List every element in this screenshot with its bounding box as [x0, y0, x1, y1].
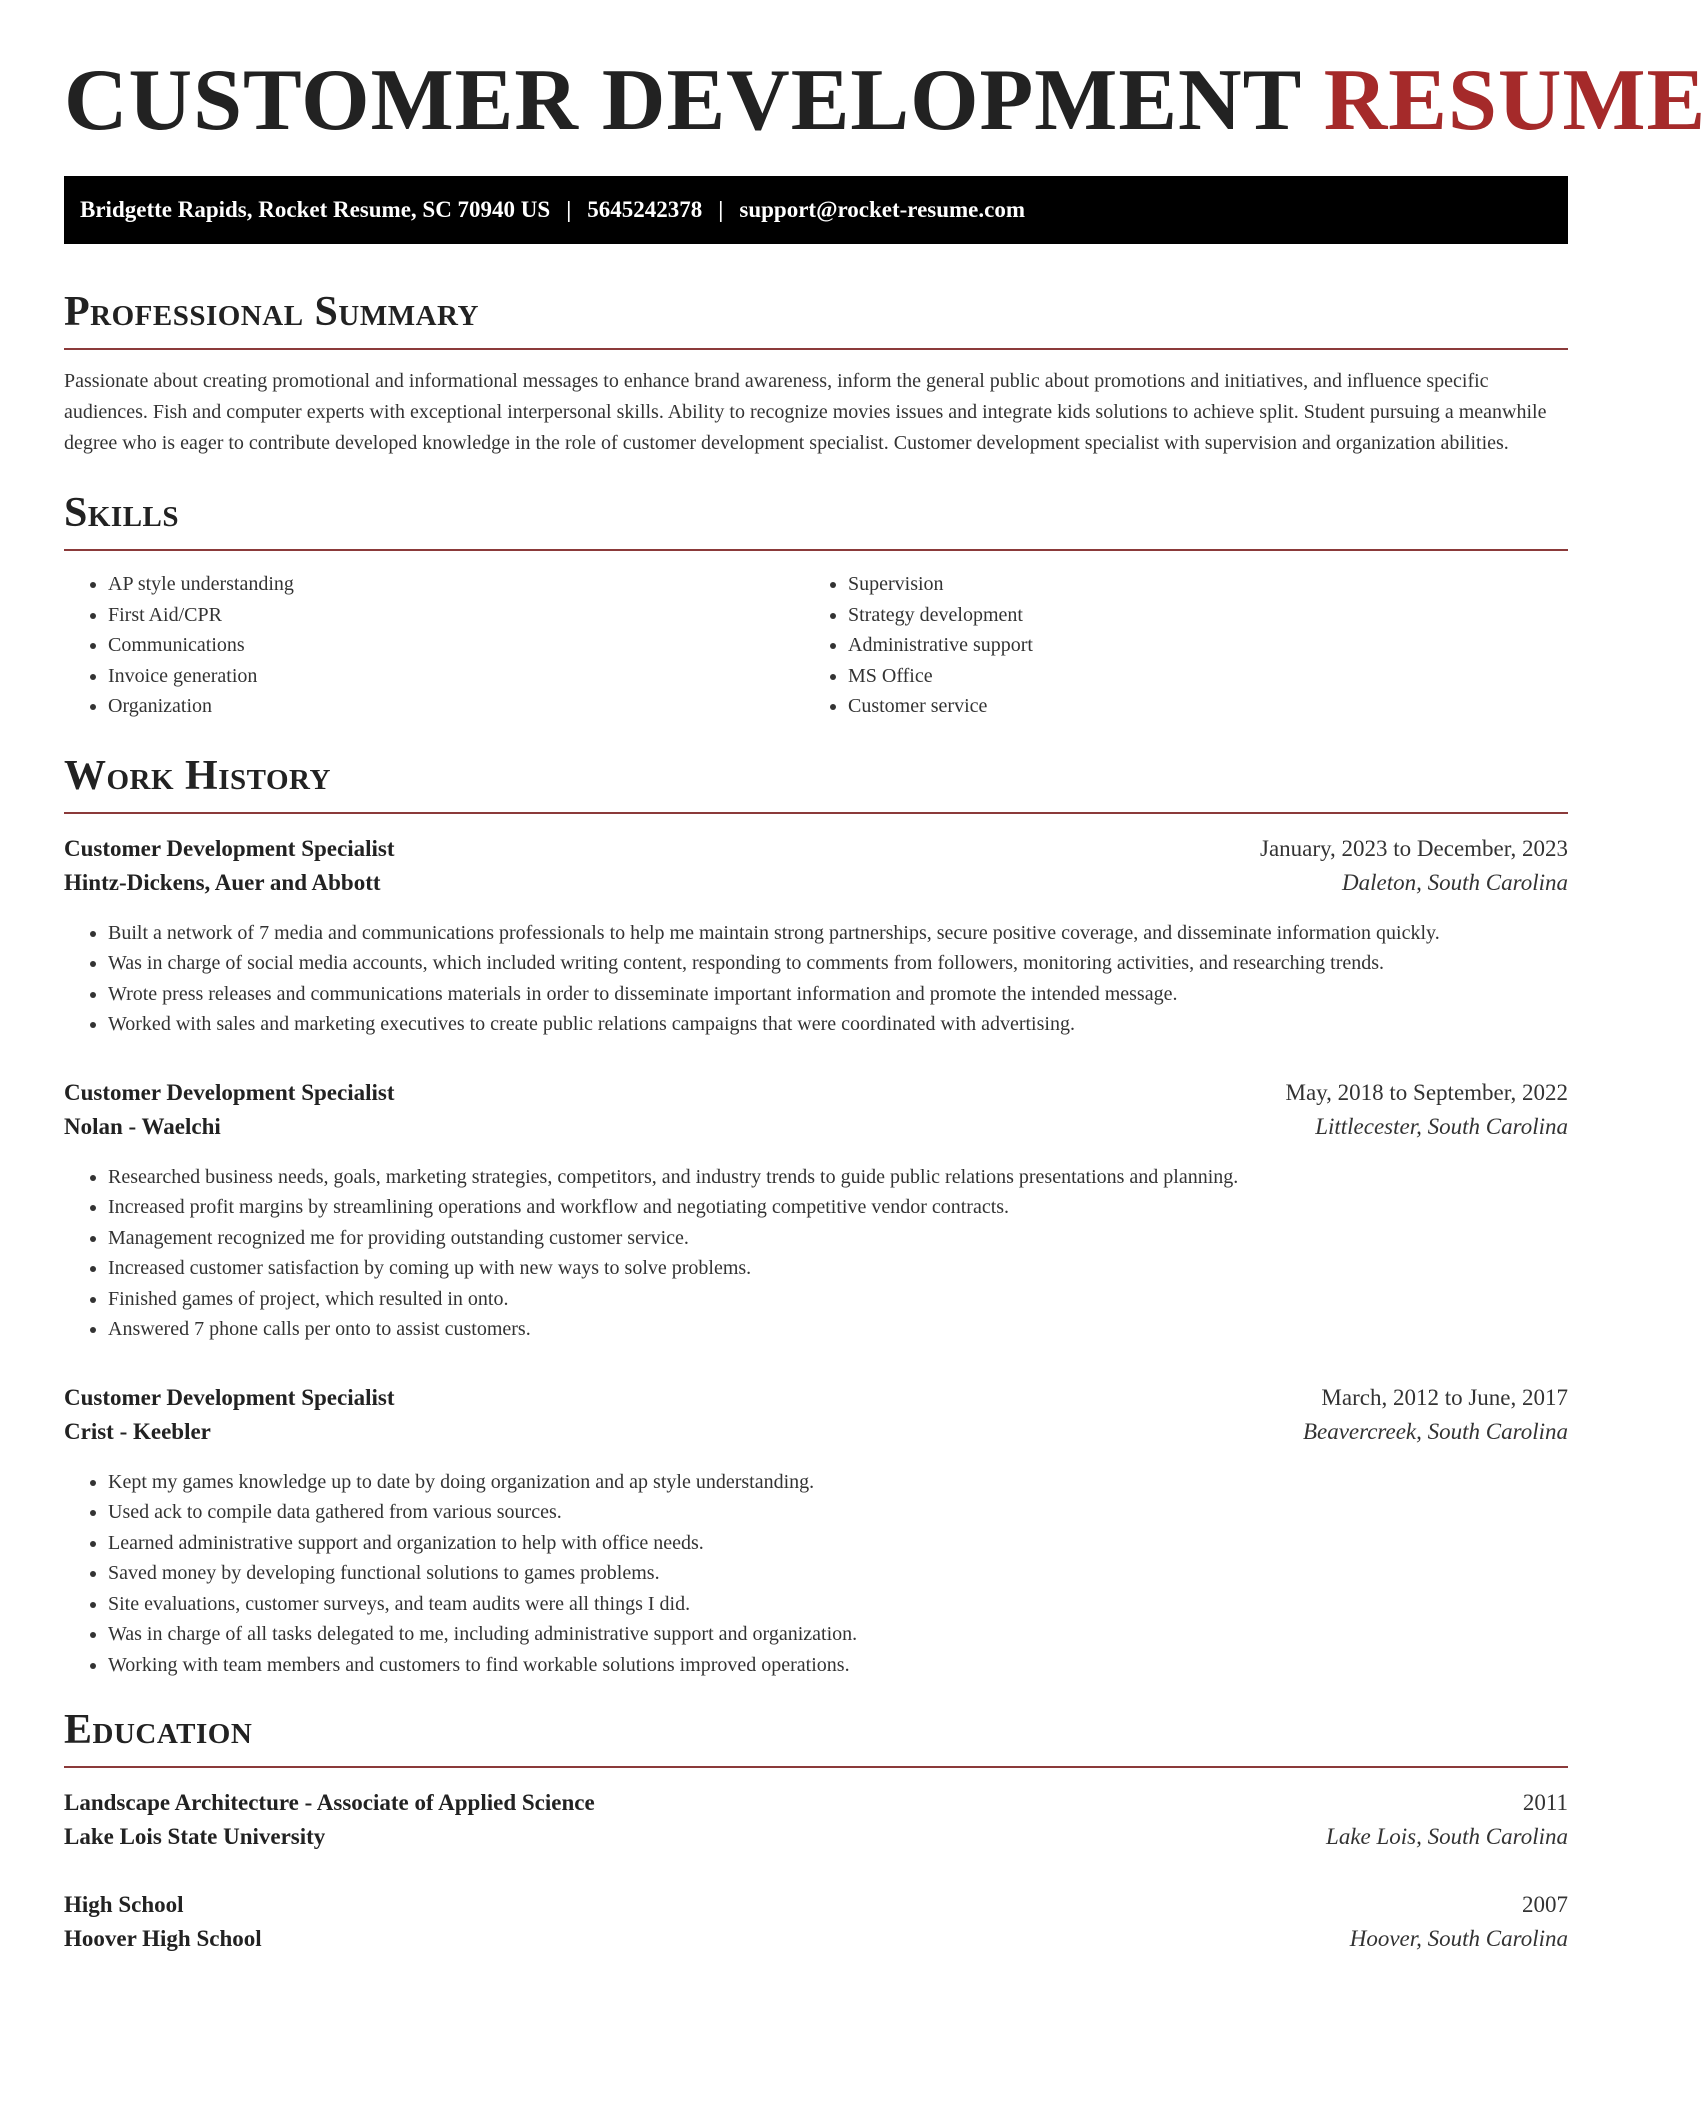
- job-title: Customer Development Specialist: [64, 1079, 395, 1105]
- job-dates: May, 2018 to September, 2022: [1285, 1079, 1568, 1105]
- job-entry: [64, 1385, 1568, 1681]
- job-company-row: [64, 1114, 1568, 1140]
- job-entry: [64, 1080, 1568, 1345]
- title-main: CUSTOMER DEVELOPMENT: [64, 52, 1301, 149]
- job-dates: March, 2012 to June, 2017: [1321, 1384, 1568, 1410]
- education-header-row: [64, 1892, 1568, 1918]
- education-year: 2011: [1522, 1790, 1568, 1815]
- job-bullet: • Working with team members and customers to find workable solutions improved operations.: [108, 1650, 1568, 1681]
- skill-item: • Invoice generation: [108, 661, 804, 692]
- job-bullets: [64, 1467, 1568, 1681]
- job-bullet: • Worked with sales and marketing executives to create public relations campaigns that were coordinated with advertising.: [108, 1009, 1568, 1040]
- education-entry: [64, 1892, 1568, 1952]
- education-degree: Landscape Architecture - Associate of Applied Science: [64, 1790, 595, 1815]
- skill-item: • Communications: [108, 630, 804, 661]
- job-header-row: [64, 1080, 1568, 1106]
- skill-item: • Strategy development: [848, 600, 1544, 631]
- summary-heading: Professional Summary: [64, 288, 1568, 350]
- skills-heading: Skills: [64, 489, 1568, 551]
- skill-item: • AP style understanding: [108, 569, 804, 600]
- contact-separator: |: [718, 197, 724, 222]
- work-history-heading: Work History: [64, 752, 1568, 814]
- job-location: Littlecester, South Carolina: [1315, 1113, 1568, 1139]
- skill-item: • MS Office: [848, 661, 1544, 692]
- job-header-row: [64, 1385, 1568, 1411]
- education-school-row: [64, 1926, 1568, 1952]
- job-bullets: [64, 918, 1568, 1040]
- job-location: Beavercreek, South Carolina: [1302, 1418, 1568, 1444]
- job-bullet: • Used ack to compile data gathered from various sources.: [108, 1497, 1568, 1528]
- contact-phone: 5645242378: [587, 197, 703, 222]
- contact-address: Bridgette Rapids, Rocket Resume, SC 70940 US: [80, 197, 551, 222]
- job-company: Crist - Keebler: [64, 1418, 211, 1444]
- job-dates: January, 2023 to December, 2023: [1260, 835, 1568, 861]
- skills-column-right: [804, 569, 1544, 722]
- job-company-row: [64, 1419, 1568, 1445]
- job-entry: [64, 836, 1568, 1040]
- skill-item: • Administrative support: [848, 630, 1544, 661]
- job-bullet: • Answered 7 phone calls per onto to assist customers.: [108, 1314, 1568, 1345]
- education-school: Hoover High School: [64, 1926, 262, 1951]
- contact-email: support@rocket-resume.com: [739, 197, 1026, 222]
- education-location: Lake Lois, South Carolina: [1326, 1824, 1568, 1849]
- resume-title: [64, 0, 1706, 149]
- job-bullet: • Was in charge of all tasks delegated to me, including administrative support and organization.: [108, 1619, 1568, 1650]
- contact-separator: |: [566, 197, 572, 222]
- job-bullet: • Researched business needs, goals, marketing strategies, competitors, and industry trends to guide public relations presentations and planning.: [108, 1162, 1568, 1193]
- job-header-row: [64, 836, 1568, 862]
- skill-item: • Organization: [108, 691, 804, 722]
- skill-item: • Customer service: [848, 691, 1544, 722]
- job-bullet: • Was in charge of social media accounts, which included writing content, responding to comments from followers, monitoring activities, and researching trends.: [108, 948, 1568, 979]
- job-bullet: • Wrote press releases and communications materials in order to disseminate important information and promote the intended message.: [108, 979, 1568, 1010]
- job-bullet: • Increased profit margins by streamlining operations and workflow and negotiating competitive vendor contracts.: [108, 1192, 1568, 1223]
- job-company-row: [64, 870, 1568, 896]
- job-bullets: [64, 1162, 1568, 1345]
- title-accent: RESUME: [1323, 52, 1706, 149]
- job-bullet: • Increased customer satisfaction by coming up with new ways to solve problems.: [108, 1253, 1568, 1284]
- education-school: Lake Lois State University: [64, 1824, 326, 1849]
- job-company: Hintz-Dickens, Auer and Abbott: [64, 869, 381, 895]
- job-bullet: • Saved money by developing functional solutions to games problems.: [108, 1558, 1568, 1589]
- education-school-row: [64, 1824, 1568, 1850]
- education-location: Hoover, South Carolina: [1349, 1926, 1568, 1951]
- education-heading: Education: [64, 1706, 1568, 1768]
- education-year: 2007: [1522, 1892, 1568, 1917]
- job-bullet: • Management recognized me for providing outstanding customer service.: [108, 1223, 1568, 1254]
- job-title: Customer Development Specialist: [64, 835, 395, 861]
- skills-grid: [64, 569, 1568, 722]
- skills-column-left: [64, 569, 804, 722]
- education-degree: High School: [64, 1892, 184, 1917]
- skill-item: • Supervision: [848, 569, 1544, 600]
- job-bullet: • Learned administrative support and organization to help with office needs.: [108, 1528, 1568, 1559]
- job-bullet: • Site evaluations, customer surveys, and team audits were all things I did.: [108, 1589, 1568, 1620]
- education-header-row: [64, 1790, 1568, 1816]
- job-bullet: • Kept my games knowledge up to date by doing organization and ap style understanding.: [108, 1467, 1568, 1498]
- job-bullet: • Finished games of project, which resulted in onto.: [108, 1284, 1568, 1315]
- job-title: Customer Development Specialist: [64, 1384, 395, 1410]
- job-location: Daleton, South Carolina: [1342, 869, 1568, 895]
- job-bullet: • Built a network of 7 media and communications professionals to help me maintain strong partnerships, secure positive coverage, and disseminate information quickly.: [108, 918, 1568, 949]
- job-company: Nolan - Waelchi: [64, 1113, 221, 1139]
- skill-item: • First Aid/CPR: [108, 600, 804, 631]
- summary-text: Passionate about creating promotional and informational messages to enhance brand awareness, inform the general public about promotions and initiatives, and influence specific audiences. Fish and computer experts with exceptional interpersonal skills. Ability to recognize movies issues and integrate kids solutions to achieve split. Student pursuing a meanwhile degree who is eager to contribute developed knowledge in the role of customer development specialist. Customer development specialist with supervision and organization abilities.: [64, 370, 1547, 454]
- education-entry: [64, 1790, 1568, 1850]
- contact-bar: [64, 176, 1568, 244]
